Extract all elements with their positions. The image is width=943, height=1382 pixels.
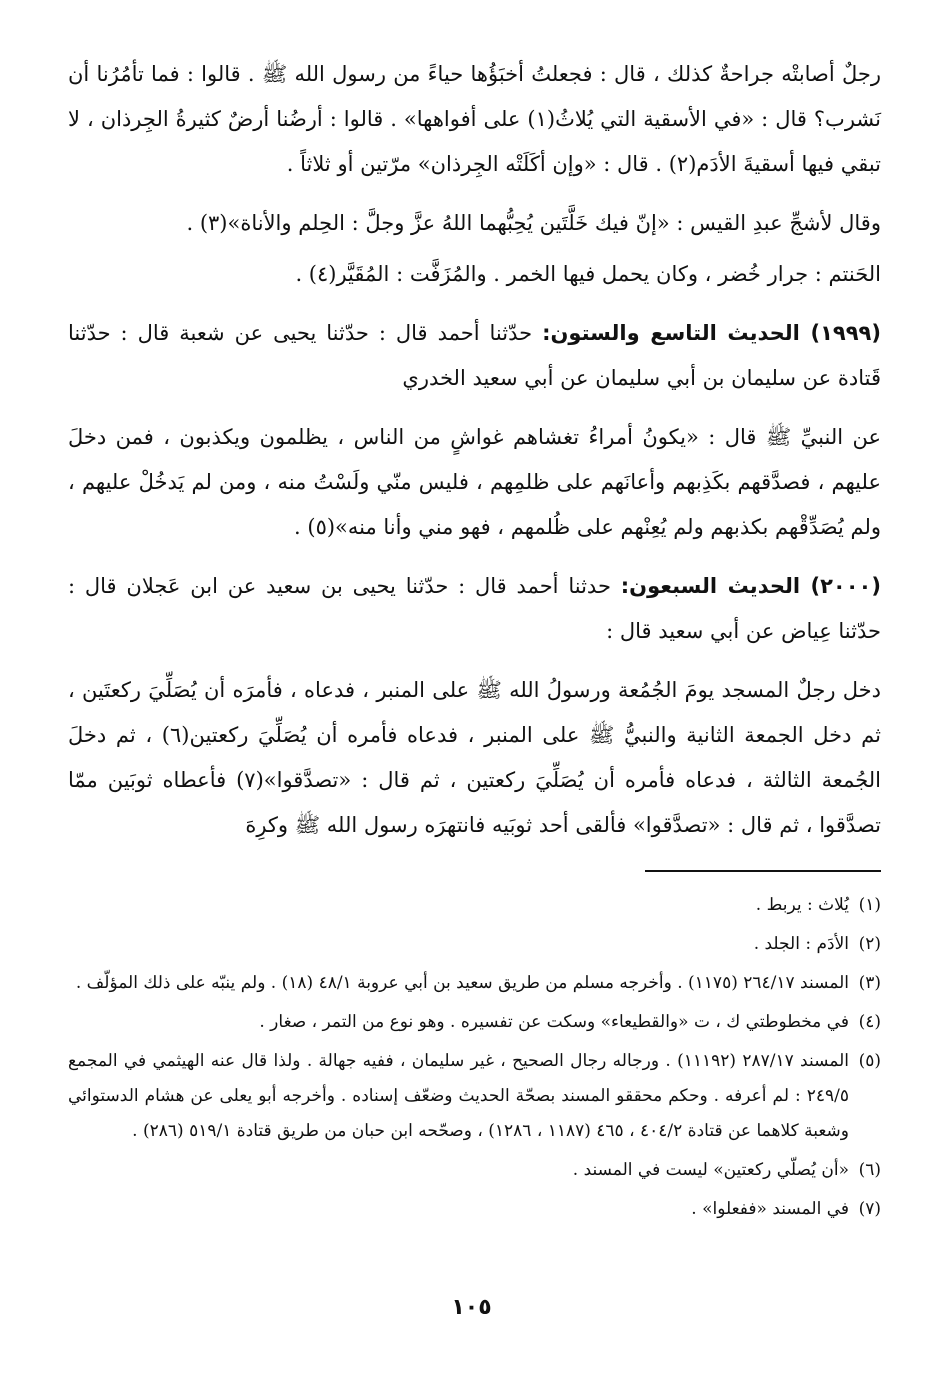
hadith-2000 [68, 564, 881, 654]
footnote-text: المسند ٢٨٧/١٧ (١١١٩٢) . ورجاله رجال الصحيح ، غير سليمان ، ففيه جهالة . ولذا قال عنه الهيثمي في المجمع ٢٤٩/٥ : لم أعرفه . وحكم محققو المسند بصحّة الحديث وضعّف إسناده . وأخرجه أبو يعلى عن هشام الدستوائي وشعبة كلاهما عن قتادة ٤٠٤/٢ ، ٤٦٥ (١١٨٧ ، ١٢٨٦) ، وصحّحه ابن حبان من طريق قتادة ٥١٩/١ (٢٨٦) . [68, 1051, 849, 1141]
footnote-3 [68, 966, 881, 1001]
footnote-text: المسند ٢٦٤/١٧ (١١٧٥) . وأخرجه مسلم من طريق سعيد بن أبي عروبة ٤٨/١ (١٨) . ولم ينبّه على ذلك المؤلّف . [75, 973, 849, 993]
footnote-number: (٧) [858, 1199, 881, 1219]
footnote-text: «أن يُصلّي ركعتين» ليست في المسند . [572, 1160, 849, 1180]
footnote-text: في المسند «ففعلوا» . [691, 1199, 849, 1219]
hadith-2000-header: (٢٠٠٠) الحديث السبعون: [620, 574, 881, 598]
paragraph-7: دخل رجلٌ المسجد يومَ الجُمُعة ورسولُ الله ﷺ على المنبر ، فدعاه ، فأمرَه أن يُصَلِّيَ ركعتَين ، ثم دخل الجمعة الثانية والنبيُّ ﷺ على المنبر ، فدعاه فأمره أن يُصَلِّيَ ركعتين(٦) ، ثم دخلَ الجُمعة الثالثة ، فدعاه فأمره أن يُصَلِّيَ ركعتين ، ثم قال : «تصدَّقوا»(٧) فأعطاه ثوبَين ممّا تصدَّقوا ، ثم قال : «تصدَّقوا» فألقى أحد ثوبَيه فانتهرَه رسول الله ﷺ وكرِهَ [68, 678, 881, 837]
footnote-6 [68, 1153, 881, 1188]
footnote-number: (١) [858, 895, 881, 915]
hadith-2000-chain: حدثنا أحمد قال : حدّثنا يحيى بن سعيد عن ابن عَجلان قال : حدّثنا عِياض عن أبي سعيد قال : [68, 574, 881, 643]
footnote-7 [68, 1192, 881, 1227]
hadith-1999 [68, 311, 881, 401]
footnote-number: (٤) [858, 1012, 881, 1032]
footnotes [68, 888, 881, 1227]
paragraph-1: رجلٌ أصابتْه جراحةٌ كذلك ، قال : فجعلتُ أخبَؤُها حياءً من رسول الله ﷺ . قالوا : فما تأمُرُنا أن نَشرب؟ قال : «في الأسقية التي يُلاثُ(١) على أفواهها» . قالوا : أرضُنا أرضٌ كثيرةُ الجِرذان ، لا تبقي فيها أسقيةَ الأدَم(٢) . قال : «وإن أكَلَتْه الجِرذان» مرّتين أو ثلاثاً . [68, 62, 881, 176]
footnote-2 [68, 927, 881, 962]
footnote-text: يُلاث : يربط . [755, 895, 849, 915]
footnote-separator [645, 870, 881, 872]
paragraph-2: وقال لأشجِّ عبدِ القيس : «إنّ فيك خَلَّتَين يُحِبُّهما اللهُ عزَّ وجلَّ : الحِلم والأناة»(٣) . [186, 211, 881, 235]
footnote-text: الأدَم : الجلد . [753, 934, 849, 954]
footnote-4 [68, 1005, 881, 1040]
footnote-5 [68, 1044, 881, 1149]
footnote-number: (٥) [858, 1051, 881, 1071]
footnote-number: (٣) [858, 973, 881, 993]
page-number: ١٠٥ [451, 1295, 492, 1320]
hadith-1999-header: (١٩٩٩) الحديث التاسع والستون: [542, 321, 881, 345]
paragraph-5: عن النبيِّ ﷺ قال : «يكونُ أمراءُ تغشاهم غواشٍ من الناس ، يظلمون ويكذبون ، فمن دخلَ عليهم ، فصدَّقهم بكَذِبهم وأعانَهم على ظلمِهم ، فليس منّي ولَسْتُ منه ، ومن لم يَدخُلْ عليهم ، ولم يُصَدِّقْهم بكذبهم ولم يُعِنْهم على ظُلمهم ، فهو مني وأنا منه»(٥) . [68, 425, 881, 539]
hadith-1999-chain: حدّثنا أحمد قال : حدّثنا يحيى عن شعبة قال : حدّثنا قَتادة عن سليمان بن أبي سليمان عن أبي سعيد الخدري [68, 321, 881, 390]
footnote-text: في مخطوطتي ك ، ت «والقطيعاء» وسكت عن تفسيره . وهو نوع من التمر ، صغار . [259, 1012, 849, 1032]
footnote-1 [68, 888, 881, 923]
footnote-number: (٢) [858, 934, 881, 954]
footnote-number: (٦) [858, 1160, 881, 1180]
paragraph-3: الحَنتم : جرار خُضر ، وكان يحمل فيها الخمر . والمُزَفَّت : المُقَيَّر(٤) . [295, 262, 881, 286]
main-text [68, 52, 881, 848]
